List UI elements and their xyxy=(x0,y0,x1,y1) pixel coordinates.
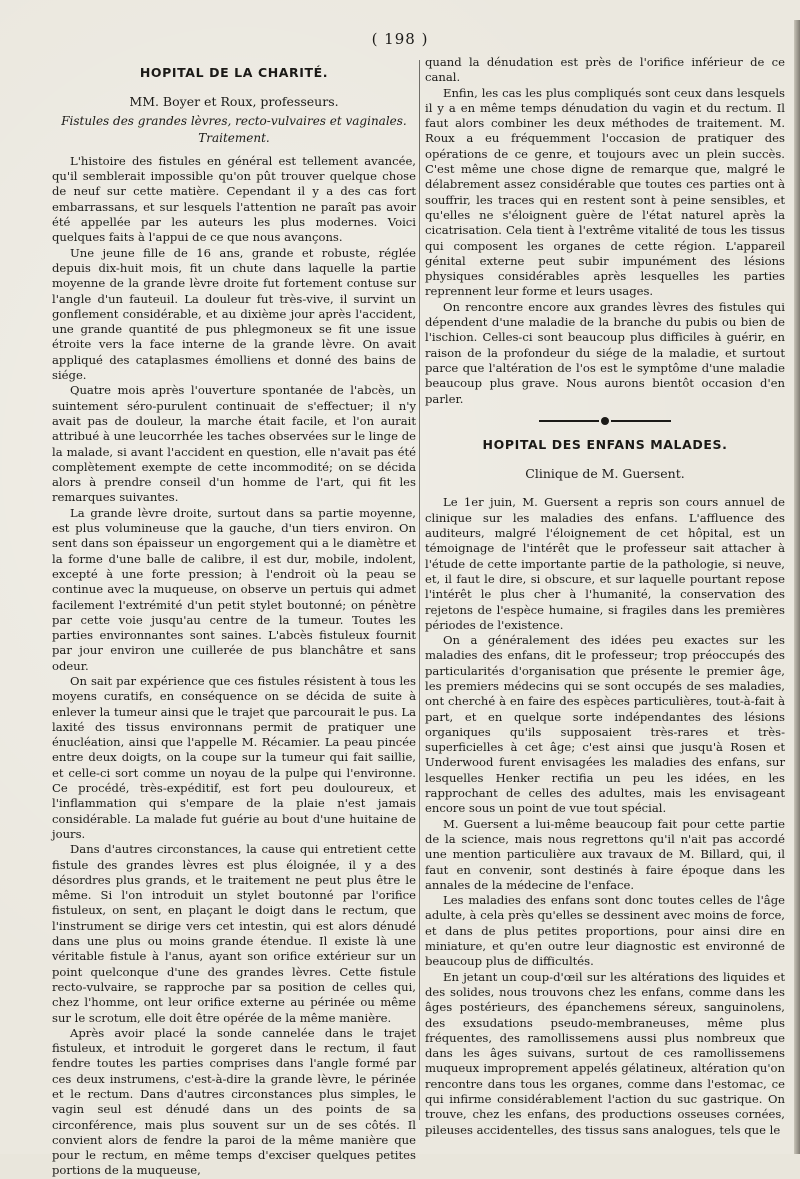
heading-hopital-enfans-malades: HOPITAL DES ENFANS MALADES. xyxy=(482,436,728,452)
paragraph: On sait par expérience que ces fistules résistent à tous les moyens curatifs, en conséquence on se décida de suite à enlever la tumeur ainsi que le trajet que parcourait le pus. La laxité des tissus environnans permit de pratiquer une énucléation, ainsi que l'appelle M. Récamier. La peau pincée entre deux doigts, on la coupe sur la tumeur qui fait saillie, et celle-ci sort comme un noyau de la pulpe qui l'environne. Ce procédé, très-expéditif, est fort peu douloureux, et l'inflammation qui s'empare de la plaie n'est jamais considérable. La malade fut guérie au bout d'une huitaine de jours. xyxy=(52,673,416,841)
section-separator-ornament xyxy=(425,413,785,427)
right-column xyxy=(425,55,785,1145)
paragraph: quand la dénudation est près de l'orifice inférieur de ce canal. xyxy=(425,55,785,85)
paragraph: On rencontre encore aux grandes lèvres des fistules qui dépendent d'une maladie de la branche du pubis ou bien de l'ischion. Celles-ci sont beaucoup plus difficiles à guérir, en raison de la profondeur du siége de la maladie, et surtout parce que l'altération de l'os est le symptôme d'une maladie beaucoup plus grave. Nous aurons bientôt occasion d'en parler. xyxy=(425,299,785,406)
article-subtitle: Fistules des grandes lèvres, recto-vulvaires et vaginales. xyxy=(61,113,407,128)
paragraph: Une jeune fille de 16 ans, grande et robuste, réglée depuis dix-huit mois, fit un chute dans laquelle la partie moyenne de la grande lèvre droite fut fortement contuse sur l'angle d'un fauteuil. La douleur fut très-vive, il survint un gonflement considérable, et au dixième jour après l'accident, une grande quantité de pus phlegmoneux se fit une issue étroite vers la face interne de la grande lèvre. On avait appliqué des cataplasmes émolliens et donné des bains de siége. xyxy=(52,245,416,383)
column-divider xyxy=(419,60,420,1120)
left-column xyxy=(52,55,416,1178)
article-subtitle-treatment: Traitement. xyxy=(198,130,270,145)
paragraph: Après avoir placé la sonde cannelée dans le trajet fistuleux, et introduit le gorgeret dans le rectum, il faut fendre toutes les parties comprises dans l'angle formé par ces deux instrumens, c'est-à-dire la grande lèvre, le périnée et le rectum. Dans d'autres circonstances plus simples, le vagin seul est dénudé dans un des points de sa circonférence, mais plus souvent sur un de ses côtés. Il convient alors de fendre la paroi de la même manière que pour le rectum, en même temps d'exciser quelques petites portions de la muqueuse, xyxy=(52,1025,416,1178)
page-edge-shadow xyxy=(794,20,800,1154)
paragraph: M. Guersent a lui-même beaucoup fait pour cette partie de la science, mais nous regrettons qu'il n'ait pas accordé une mention particulière aux travaux de M. Billard, qui, il faut en convenir, sont destinés à faire époque dans les annales de la médecine de l'enface. xyxy=(425,816,785,892)
heading-hopital-charite: HOPITAL DE LA CHARITÉ. xyxy=(139,65,329,80)
paragraph: Quatre mois après l'ouverture spontanée de l'abcès, un suintement séro-purulent continuait de s'effectuer; il n'y avait pas de douleur, la marche était facile, et l'on aurait attribué à une leucorrhée les taches observées sur le linge de la malade, si avant l'accident en question, elle n'avait pas été complètement exempte de cette incommodité; on se décida alors à prendre conseil d'un homme de l'art, qui fit les remarques suivantes. xyxy=(52,383,416,505)
paragraph: Enfin, les cas les plus compliqués sont ceux dans lesquels il y a en même temps dénudation du vagin et du rectum. Il faut alors combiner les deux méthodes de traitement. M. Roux a eu fréquemment l'occasion de pratiquer des opérations de ce genre, et toujours avec un plein succès. C'est même une chose digne de remarque que, malgré le délabrement assez considérable que toutes ces parties ont à souffrir, les traces qui en restent sont à peine sensibles, et qu'elles ne s'éloignent guère de l'état naturel après la cicatrisation. Cela tient à l'extrême vitalité de tous les tissus qui composent les organes de cette région. L'appareil génital externe peut subir impunément des lésions physiques considérables après lesquelles les parties reprennent leur forme et leurs usages. xyxy=(425,85,785,299)
paragraph: En jetant un coup-d'œil sur les altérations des liquides et des solides, nous trouvons chez les enfans, comme dans les âges postérieurs, des épanchemens séreux, sanguinolens, des exsudations pseudo-membraneuses, même plus fréquentes, des ramollissemens aussi plus nombreux que dans les âges suivans, surtout de ces ramollissemens muqueux improprement appelés gélatineux, altération qu'on rencontre dans tous les organes, comme dans l'estomac, ce qui infirme considérablement l'action du suc gastrique. On trouve, chez les enfans, des productions osseuses cornées, pileuses accidentelles, des tissus sans analogues, tels que le xyxy=(425,969,785,1137)
paragraph: La grande lèvre droite, surtout dans sa partie moyenne, est plus volumineuse que la gauche, d'un tiers environ. On sent dans son épaisseur un engorgement qui a le diamètre et la forme d'une balle de calibre, il est dur, mobile, indolent, excepté à une forte pression; à l'endroit où la peau se continue avec la muqueuse, on observe un pertuis qui admet facilement l'extrémité d'un petit stylet boutonné; on pénètre par cette voie jusqu'au centre de la tumeur. Toutes les parties environnantes sont saines. L'abcès fistuleux fournit par jour environ une cuillerée de pus blanchâtre et sans odeur. xyxy=(52,505,416,673)
paragraph: Le 1er juin, M. Guersent a repris son cours annuel de clinique sur les maladies des enfans. L'affluence des auditeurs, malgré l'éloignement de cet hôpital, est un témoignage de l'intérêt que le professeur sait attacher à l'étude de cette importante partie de la pathologie, si neuve, et, il faut le dire, si obscure, et sur laquelle pourtant repose l'intérêt le plus cher à l'humanité, la conservation des rejetons de l'espèce humaine, si fragiles dans les premières périodes de l'existence. xyxy=(425,495,785,632)
paragraph: Dans d'autres circonstances, la cause qui entretient cette fistule des grandes lèvres est plus éloignée, il y a des désordres plus grands, et le traitement ne peut plus être le même. Si l'on introduit un stylet boutonné par l'orifice fistuleux, on sent, en plaçant le doigt dans le rectum, que l'instrument se dirige vers cet intestin, qui est alors dénudé dans une plus ou moins grande étendue. Il existe là une véritable fistule à l'anus, ayant son orifice extérieur sur un point quelconque d'une des grandes lèvres. Cette fistule recto-vulvaire, se rapproche par sa position de celles qui, chez l'homme, ont leur orifice externe au périnée ou même sur le scrotum, elle doit être opérée de la même manière. xyxy=(52,842,416,1025)
professors-line: MM. Boyer et Roux, professeurs. xyxy=(129,94,339,110)
paragraph: Les maladies des enfans sont donc toutes celles de l'âge adulte, à cela près qu'elles se dessinent avec moins de force, et dans de plus petites proportions, pour ainsi dire en miniature, et qu'en outre leur diagnostic est environné de beaucoup plus de difficultés. xyxy=(425,893,785,969)
paragraph: L'histoire des fistules en général est tellement avancée, qu'il semblerait impossible qu'on pût trouver quelque chose de neuf sur cette matière. Cependant il y a des cas fort embarrassans, et sur lesquels l'attention ne paraît pas avoir été appellée par les auteurs les plus modernes. Voici quelques faits à l'appui de ce que nous avançons. xyxy=(52,153,416,245)
clinic-line: Clinique de M. Guersent. xyxy=(525,466,685,482)
page-number: ( 198 ) xyxy=(371,30,429,48)
paragraph: On a généralement des idées peu exactes sur les maladies des enfans, dit le professeur; trop préoccupés des particularités d'organisation que présente le premier âge, les premiers médecins qui se sont occupés de ses maladies, ont cherché à en faire des espèces particulières, tout-à-fait à part, et en quelque sorte indépendantes des lésions organiques qu'ils supposaient très-rares et très-superficielles à cet âge; c'est ainsi que jusqu'à Rosen et Underwood furent envisagées les maladies des enfans, sur lesquelles Henker rectifia un peu les idées, en les rapprochant de celles des adultes, mais les envisageant encore sous un point de vue tout spécial. xyxy=(425,633,785,816)
